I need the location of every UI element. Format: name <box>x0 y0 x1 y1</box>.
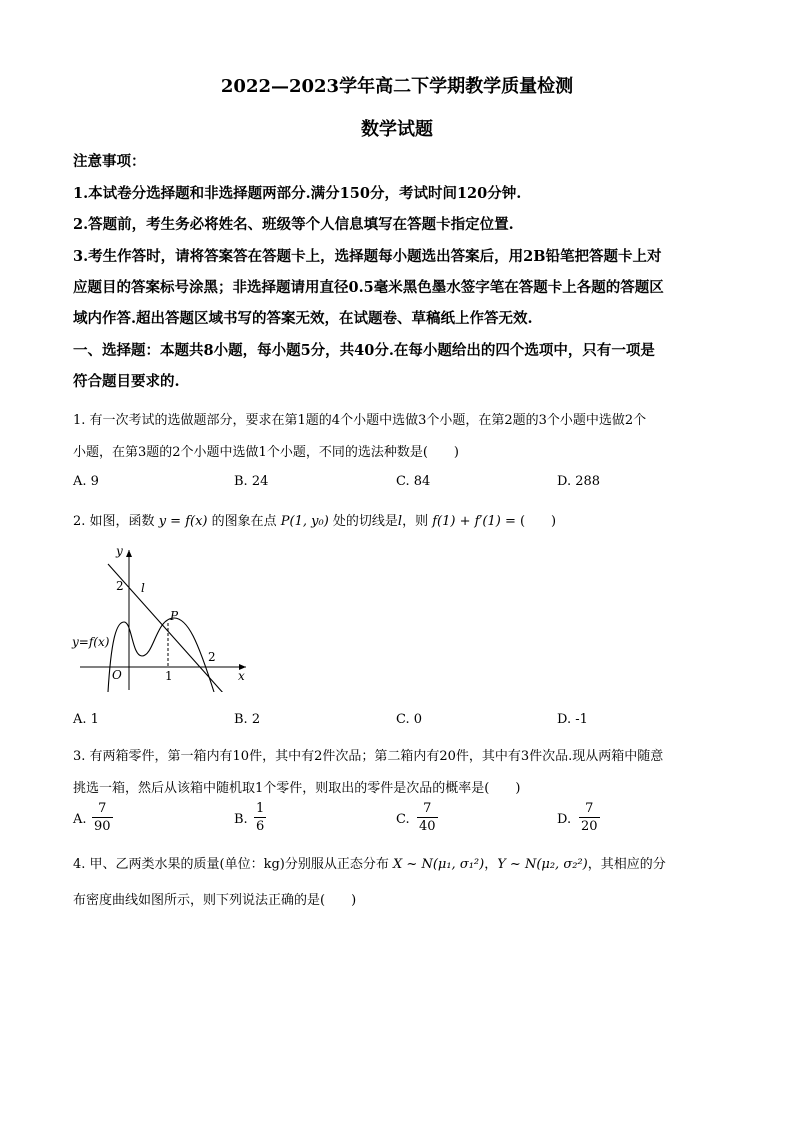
q1-option-a[interactable]: A. 9 <box>73 474 99 489</box>
y-axis-label: y <box>116 544 123 558</box>
q3-option-c-fraction[interactable] <box>417 800 438 835</box>
x-tick-2: 2 <box>208 650 216 664</box>
q3-option-b-numerator: 1 <box>256 801 265 816</box>
q4-distribution-x: X ~ N(μ₁, σ₁²) <box>393 857 485 872</box>
q2-graph <box>68 542 253 692</box>
note-item-3-line-2: 应题目的答案标号涂黑；非选择题请用直径0.5毫米黑色墨水签字笔在答题卡上各题的答题区 <box>73 279 664 296</box>
tangent-label: l <box>141 581 145 595</box>
x-axis-label: x <box>238 669 245 683</box>
q4-stem-line-1 <box>73 853 666 872</box>
section-heading-line-2: 符合题目要求的. <box>73 373 180 390</box>
q2-suffix: ( ) <box>519 514 557 529</box>
q1-option-d[interactable]: D. 288 <box>557 474 601 489</box>
q3-option-d-denominator: 20 <box>581 819 598 834</box>
note-item-3-line-1: 3.考生作答时，请将答案答在答题卡上，选择题每小题选出答案后，用2B铅笔把答题卡上对 <box>73 248 662 265</box>
q3-option-a-label[interactable]: A. <box>73 812 87 827</box>
q3-stem-line-1: 3. 有两箱零件，第一箱内有10件，其中有2件次品；第二箱内有20件，其中有3件次品.现从两箱中随意 <box>73 749 664 764</box>
q1-stem-line-1: 1. 有一次考试的选做题部分，要求在第1题的4个小题中选做3个小题，在第2题的3个小题中选做2个 <box>73 413 647 428</box>
x-tick-1: 1 <box>165 669 173 683</box>
q3-option-a-denominator: 90 <box>94 819 111 834</box>
q4-suffix: ，其相应的分 <box>587 857 666 872</box>
q3-option-c-label[interactable]: C. <box>396 812 410 827</box>
q1-option-b[interactable]: B. 24 <box>234 474 269 489</box>
q3-option-a-fraction[interactable] <box>92 800 113 835</box>
q2-prefix: 2. 如图，函数 <box>73 514 155 529</box>
q3-option-b-denominator: 6 <box>256 819 265 834</box>
q3-option-c-denominator: 40 <box>419 819 436 834</box>
notes-heading: 注意事项： <box>73 153 146 170</box>
q3-option-d-numerator: 7 <box>585 801 594 816</box>
page-title: 2022—2023学年高二下学期教学质量检测 <box>220 76 574 97</box>
q3-option-b-fraction[interactable] <box>254 800 266 835</box>
q4-prefix: 4. 甲、乙两类水果的质量(单位：kg)分别服从正态分布 <box>73 857 389 872</box>
q3-option-d-label[interactable]: D. <box>557 812 572 827</box>
q3-option-b-label[interactable]: B. <box>234 812 248 827</box>
q2-expression: f(1) + f′(1) = <box>432 514 516 529</box>
q2-mid3: ，则 <box>402 514 429 529</box>
note-item-3-line-3: 域内作答.超出答题区域书写的答案无效，在试题卷、草稿纸上作答无效. <box>73 310 533 327</box>
q2-option-d[interactable]: D. -1 <box>557 712 588 727</box>
q2-line-name: l <box>397 514 403 529</box>
q1-stem-line-2: 小题，在第3题的2个小题中选做1个小题，不同的选法种数是( ) <box>73 445 459 460</box>
q1-option-c[interactable]: C. 84 <box>396 474 431 489</box>
curve-label: y=f(x) <box>72 635 110 649</box>
y-tick-2: 2 <box>116 579 124 593</box>
q2-point: P(1, y₀) <box>280 514 329 529</box>
q2-mid2: 处的切线是 <box>332 514 398 529</box>
q3-stem-line-2: 挑选一箱，然后从该箱中随机取1个零件，则取出的零件是次品的概率是( ) <box>73 781 521 796</box>
note-item-1: 1.本试卷分选择题和非选择题两部分.满分150分，考试时间120分钟. <box>73 185 522 202</box>
function-curve <box>108 618 214 692</box>
point-p-label: P <box>170 609 179 623</box>
q4-stem-line-2: 布密度曲线如图所示，则下列说法正确的是( ) <box>73 893 357 908</box>
origin-label: O <box>112 668 122 682</box>
y-axis-arrow <box>126 550 132 557</box>
q3-option-a-numerator: 7 <box>98 801 107 816</box>
q3-option-c-numerator: 7 <box>423 801 432 816</box>
page-subtitle: 数学试题 <box>361 119 433 140</box>
section-heading-line-1: 一、选择题：本题共8小题，每小题5分，共40分.在每小题给出的四个选项中，只有一项是 <box>73 342 655 359</box>
q4-separator: ， <box>484 857 498 872</box>
note-item-2: 2.答题前，考生务必将姓名、班级等个人信息填写在答题卡指定位置. <box>73 216 514 233</box>
q2-mid: 的图象在点 <box>211 514 277 529</box>
q2-option-c[interactable]: C. 0 <box>396 712 423 727</box>
q3-option-d-fraction[interactable] <box>579 800 600 835</box>
q2-option-a[interactable]: A. 1 <box>73 712 99 727</box>
q2-function: y = f(x) <box>158 514 208 529</box>
q4-distribution-y: Y ~ N(μ₂, σ₂²) <box>497 857 588 872</box>
q2-option-b[interactable]: B. 2 <box>234 712 261 727</box>
q2-stem <box>73 510 556 529</box>
